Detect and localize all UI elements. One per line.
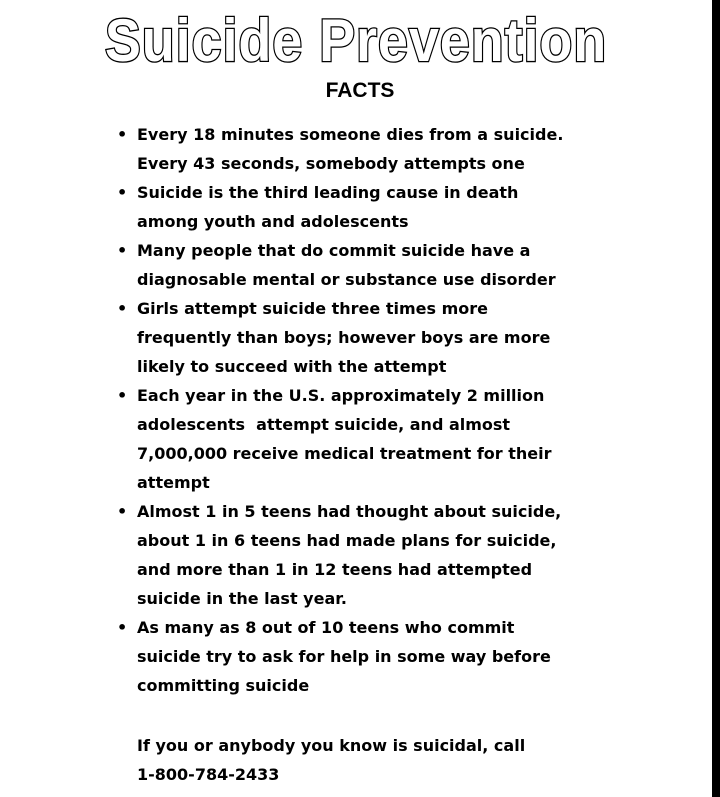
fact-line: Suicide is the third leading cause in death — [137, 183, 519, 202]
bullet-icon: • — [117, 125, 128, 144]
fact-line: Many people that do commit suicide have a — [137, 241, 531, 260]
fact-line: frequently than boys; however boys are more — [137, 328, 551, 347]
bullet-icon: • — [117, 183, 128, 202]
facts-list — [117, 120, 707, 700]
fact-line: adolescents attempt suicide, and almost — [137, 415, 511, 434]
fact-item — [117, 294, 707, 381]
hotline-callout — [137, 731, 707, 789]
fact-line: Each year in the U.S. approximately 2 million — [137, 386, 545, 405]
page-edge-border — [712, 0, 720, 797]
fact-line: likely to succeed with the attempt — [137, 357, 447, 376]
fact-line: attempt — [137, 473, 210, 492]
hotline-text: If you or anybody you know is suicidal, call — [137, 736, 526, 755]
fact-line: Girls attempt suicide three times more — [137, 299, 488, 318]
fact-line: among youth and adolescents — [137, 212, 409, 231]
hotline-phone-number: 1-800-784-2433 — [137, 765, 280, 784]
bullet-icon: • — [117, 299, 128, 318]
fact-item — [117, 178, 707, 236]
fact-line: As many as 8 out of 10 teens who commit — [137, 618, 515, 637]
section-heading: FACTS — [325, 79, 395, 102]
fact-line: Every 18 minutes someone dies from a suicide. — [137, 125, 564, 144]
bullet-icon: • — [117, 618, 128, 637]
fact-line: and more than 1 in 12 teens had attempted — [137, 560, 533, 579]
bullet-icon: • — [117, 241, 128, 260]
fact-item — [117, 497, 707, 613]
page-title: Suicide Prevention — [104, 7, 608, 74]
fact-line: 7,000,000 receive medical treatment for their — [137, 444, 552, 463]
fact-line: diagnosable mental or substance use disorder — [137, 270, 556, 289]
fact-line: suicide in the last year. — [137, 589, 347, 608]
fact-item — [117, 120, 707, 178]
fact-line: about 1 in 6 teens had made plans for suicide, — [137, 531, 557, 550]
fact-line: Every 43 seconds, somebody attempts one — [137, 154, 525, 173]
fact-line: committing suicide — [137, 676, 310, 695]
fact-item — [117, 613, 707, 700]
fact-item — [117, 381, 707, 497]
fact-line: suicide try to ask for help in some way before — [137, 647, 551, 666]
fact-line: Almost 1 in 5 teens had thought about suicide, — [137, 502, 562, 521]
bullet-icon: • — [117, 386, 128, 405]
bullet-icon: • — [117, 502, 128, 521]
fact-item — [117, 236, 707, 294]
